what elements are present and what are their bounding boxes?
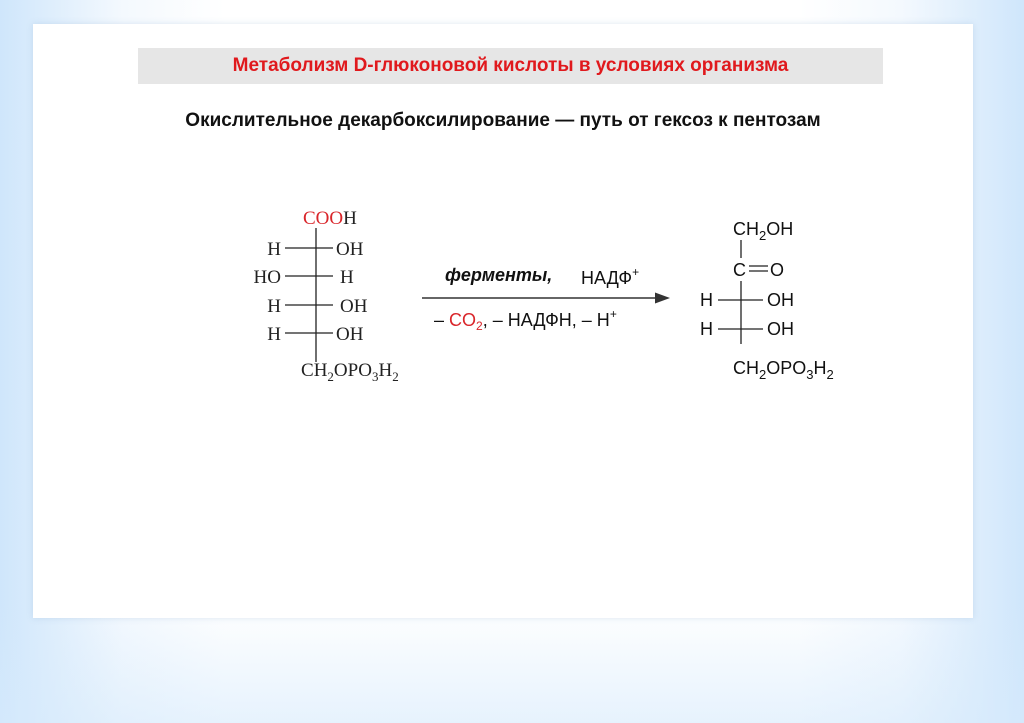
byproducts-label: – $CO_2$, – НАДФН, – Н+	[434, 307, 617, 333]
reactant-row2-left: HO	[253, 267, 281, 288]
product-row1-right: OH	[767, 290, 794, 310]
reactant-row4-left: H	[267, 324, 281, 345]
reactant-structure	[254, 208, 399, 384]
product-carbonyl-o: O	[770, 260, 785, 280]
enzymes-label: ферменты,	[445, 265, 553, 285]
reactant-row3-right: OH	[340, 296, 368, 317]
product-row2-right: OH	[767, 319, 794, 339]
reactant-phosphate: $CH_2OPO_3H_2$	[301, 360, 399, 384]
reactant-carboxyl: COOH	[303, 208, 357, 229]
reactant-row4-right: OH	[336, 324, 364, 345]
product-structure	[700, 219, 834, 382]
product-phosphate: $CH_2OPO_3H_2$	[733, 358, 834, 382]
reaction-arrow-group	[422, 265, 670, 333]
slide-title: Метаболизм D-глюконовой кислоты в условиях организма	[138, 48, 883, 84]
reactant-row3-left: H	[267, 296, 281, 317]
reactant-row1-left: H	[267, 239, 281, 260]
arrowhead-icon	[655, 293, 670, 304]
slide-panel	[33, 24, 973, 618]
product-top: $CH_2OH$	[733, 219, 794, 243]
nadp-label: НАДФ+	[581, 265, 640, 288]
reactant-row1-right: OH	[336, 239, 364, 260]
product-carbonyl-c: C	[733, 260, 746, 280]
reaction-scheme	[33, 24, 973, 618]
background-gradient	[0, 603, 1024, 723]
slide-subtitle: Окислительное декарбоксилирование — путь от гексоз к пентозам	[185, 110, 821, 131]
product-row1-left: H	[700, 290, 713, 310]
reactant-row2-right: H	[340, 267, 354, 288]
product-row2-left: H	[700, 319, 713, 339]
